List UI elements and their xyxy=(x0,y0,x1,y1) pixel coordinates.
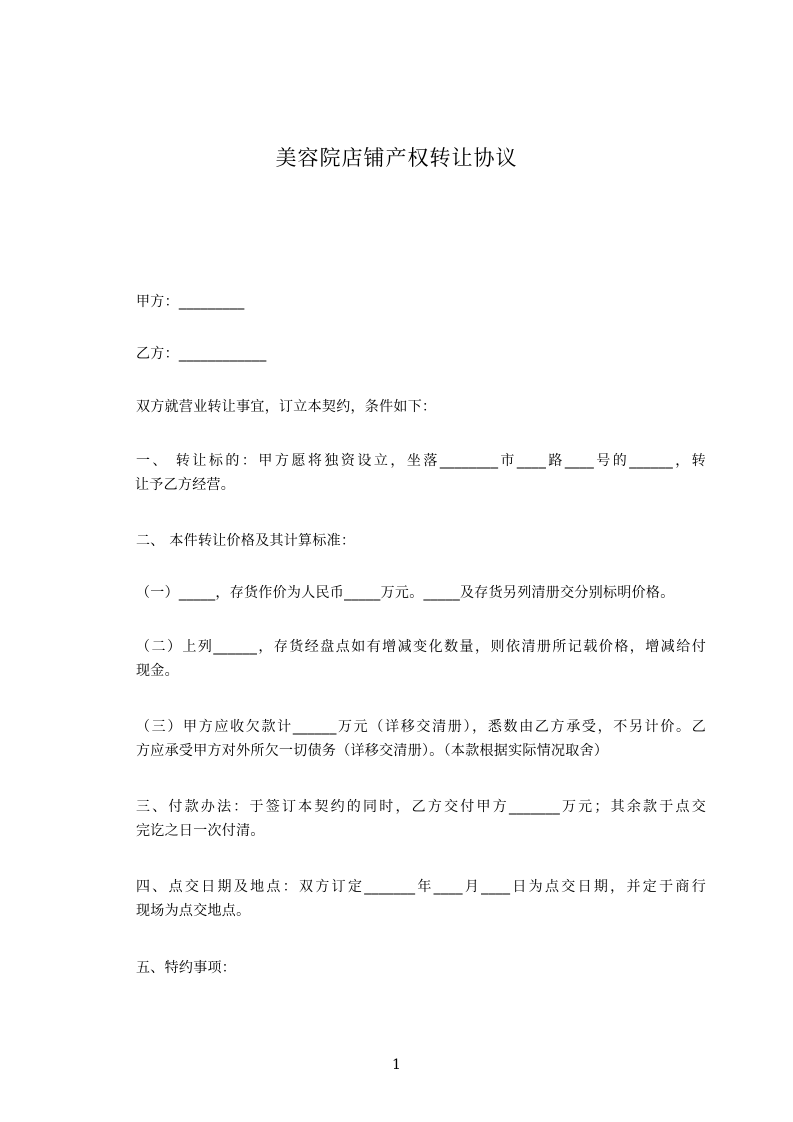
clause-4-line-2: 现场为点交地点。 xyxy=(136,903,251,919)
clause-3-line-1: 三、付款办法：于签订本契约的同时，乙方交付甲方_______万元；其余款于点交 xyxy=(136,799,706,815)
clause-2-2-paragraph xyxy=(136,635,706,683)
clause-1-line-2: 让予乙方经营。 xyxy=(135,477,236,493)
clause-4-paragraph xyxy=(136,875,706,923)
page-number: 1 xyxy=(392,1057,401,1073)
clause-2-3-paragraph xyxy=(136,715,706,763)
clause-4-line-1: 四、点交日期及地点：双方订定_______年____月____日为点交日期，并定于商行 xyxy=(136,879,706,895)
document-title: 美容院店铺产权转让协议 xyxy=(275,146,518,170)
clause-5-heading: 五、特约事项： xyxy=(136,960,237,976)
party-b-line: 乙方：____________ xyxy=(136,346,267,362)
clause-2-heading: 二、 本件转让价格及其计算标准： xyxy=(136,533,356,549)
clause-2-2-line-2: 现金。 xyxy=(136,663,179,679)
clause-3-paragraph xyxy=(136,795,706,843)
clause-3-line-2: 完讫之日一次付清。 xyxy=(136,823,265,839)
clause-2-2-line-1: （二）上列______，存货经盘点如有增减变化数量，则依清册所记载价格，增减给付 xyxy=(136,639,706,655)
clause-1-line-1: 一、 转让标的：甲方愿将独资设立，坐落________市____路____号的______，转 xyxy=(136,453,706,469)
clause-2-1-line-1: （一）_____，存货作价为人民币_____万元。_____及存货另列清册交分别标明价格。 xyxy=(136,585,675,601)
intro-paragraph: 双方就营业转让事宜，订立本契约，条件如下： xyxy=(136,399,437,415)
clause-2-3-line-1: （三）甲方应收欠款计______万元（详移交清册），悉数由乙方承受，不另计价。乙 xyxy=(136,719,706,735)
clause-2-1-paragraph xyxy=(136,581,706,605)
party-a-line: 甲方：_________ xyxy=(136,294,245,310)
clause-2-3-line-2: 方应承受甲方对外所欠一切债务（详移交清册）。（本款根据实际情况取舍） xyxy=(136,743,609,759)
clause-1-paragraph xyxy=(136,449,706,497)
